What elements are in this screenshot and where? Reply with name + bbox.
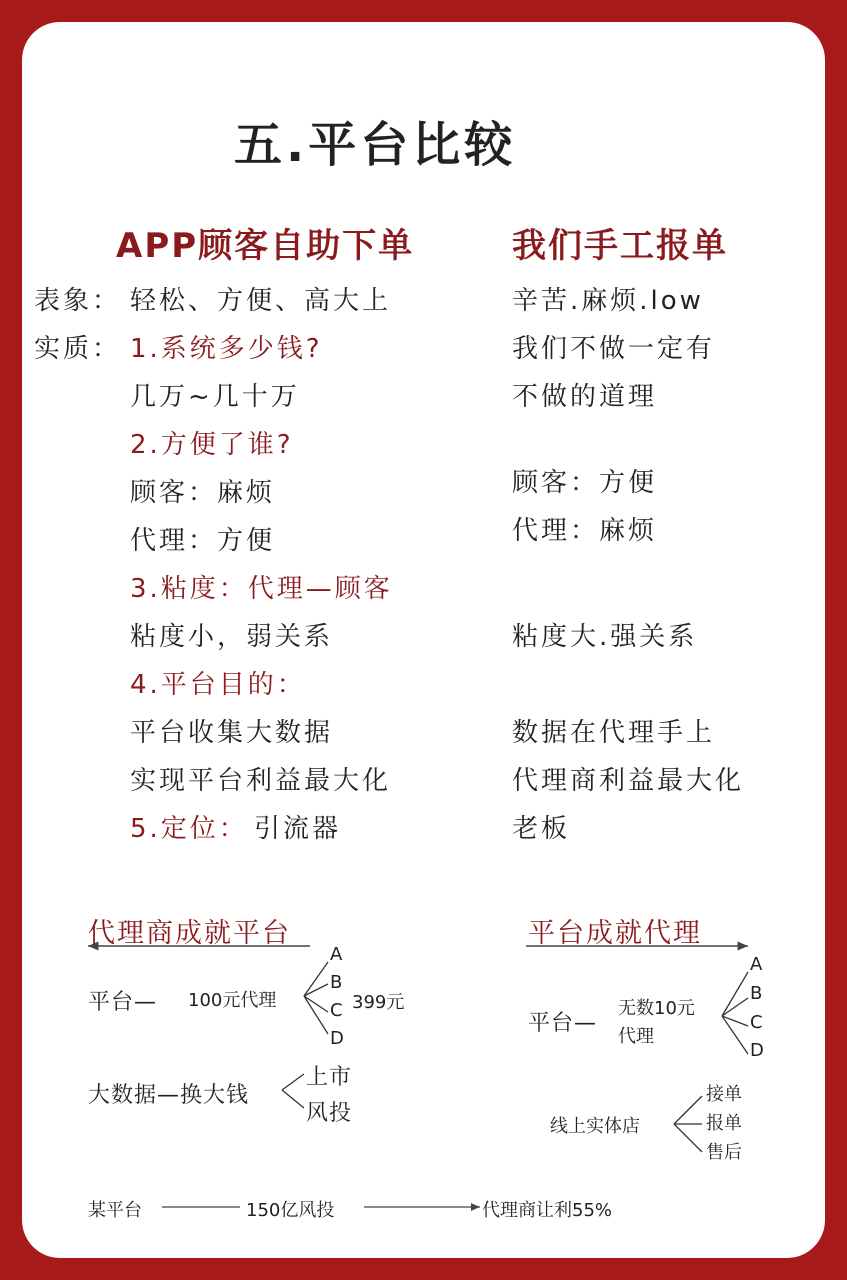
appearance-text: 轻松、方便、高大上	[130, 286, 392, 316]
left-branch-b: B	[330, 972, 343, 993]
right-column-header: 我们手工报单	[512, 226, 728, 266]
left-diagram-heading: 代理商成就平台	[88, 918, 291, 949]
left-branch-c: C	[330, 1000, 343, 1021]
left-platform-label: 平台—	[88, 990, 158, 1015]
right-agent-line2: 代理	[618, 1026, 654, 1047]
right-line-8: 代理商利益最大化	[512, 766, 745, 796]
service-report: 报单	[706, 1113, 742, 1134]
bigdata-label: 大数据—换大钱	[88, 1083, 250, 1108]
right-line-3: 不做的道理	[512, 382, 658, 412]
answer-1: 几万~几十万	[130, 382, 300, 412]
question-1: 1.系统多少钱?	[130, 334, 323, 364]
right-line-6: 粘度大.强关系	[512, 622, 698, 652]
answer-5: 引流器	[254, 814, 342, 844]
answer-2-customer: 顾客：麻烦	[130, 478, 276, 508]
timeline-end: 代理商让利55%	[482, 1200, 613, 1221]
right-line-7: 数据在代理手上	[512, 718, 716, 748]
right-line-9: 老板	[512, 814, 571, 844]
question-4: 4.平台目的：	[130, 670, 306, 700]
left-agent-label: 100元代理	[188, 990, 277, 1011]
service-aftersale: 售后	[706, 1142, 742, 1163]
left-column-header: APP顾客自助下单	[116, 226, 415, 266]
left-branch-a: A	[330, 944, 343, 965]
right-line-2: 我们不做一定有	[512, 334, 716, 364]
page-title: 五.平台比较	[234, 117, 517, 173]
question-2: 2.方便了谁?	[130, 430, 294, 460]
right-branch-b: B	[750, 983, 763, 1004]
right-platform-label: 平台—	[528, 1011, 598, 1036]
store-label: 线上实体店	[550, 1116, 640, 1137]
service-order: 接单	[706, 1084, 742, 1105]
right-line-1: 辛苦.麻烦.low	[512, 286, 704, 316]
essence-label: 实质：	[34, 334, 122, 364]
right-branch-d: D	[750, 1040, 764, 1061]
appearance-label: 表象：	[34, 286, 122, 316]
outcome-listing: 上市	[306, 1065, 353, 1090]
right-line-5: 代理：麻烦	[512, 516, 658, 546]
right-line-4: 顾客：方便	[512, 468, 658, 498]
timeline-middle: 150亿风投	[246, 1200, 335, 1221]
question-3: 3.粘度：代理—顾客	[130, 574, 393, 604]
answer-2-agent: 代理：方便	[130, 526, 276, 556]
diagram-lines	[22, 22, 825, 1258]
right-diagram-heading: 平台成就代理	[528, 918, 702, 949]
answer-4-line1: 平台收集大数据	[130, 718, 334, 748]
right-branch-c: C	[750, 1012, 763, 1033]
timeline-start: 某平台	[88, 1200, 142, 1221]
question-5: 5.定位：	[130, 814, 248, 844]
content-card	[22, 22, 825, 1258]
left-branch-d: D	[330, 1028, 344, 1049]
outcome-vc: 风投	[306, 1101, 353, 1126]
left-price-label: 399元	[352, 992, 405, 1013]
right-branch-a: A	[750, 954, 763, 975]
answer-4-line2: 实现平台利益最大化	[130, 766, 392, 796]
answer-3: 粘度小，弱关系	[130, 622, 334, 652]
right-agent-line1: 无数10元	[618, 998, 695, 1019]
